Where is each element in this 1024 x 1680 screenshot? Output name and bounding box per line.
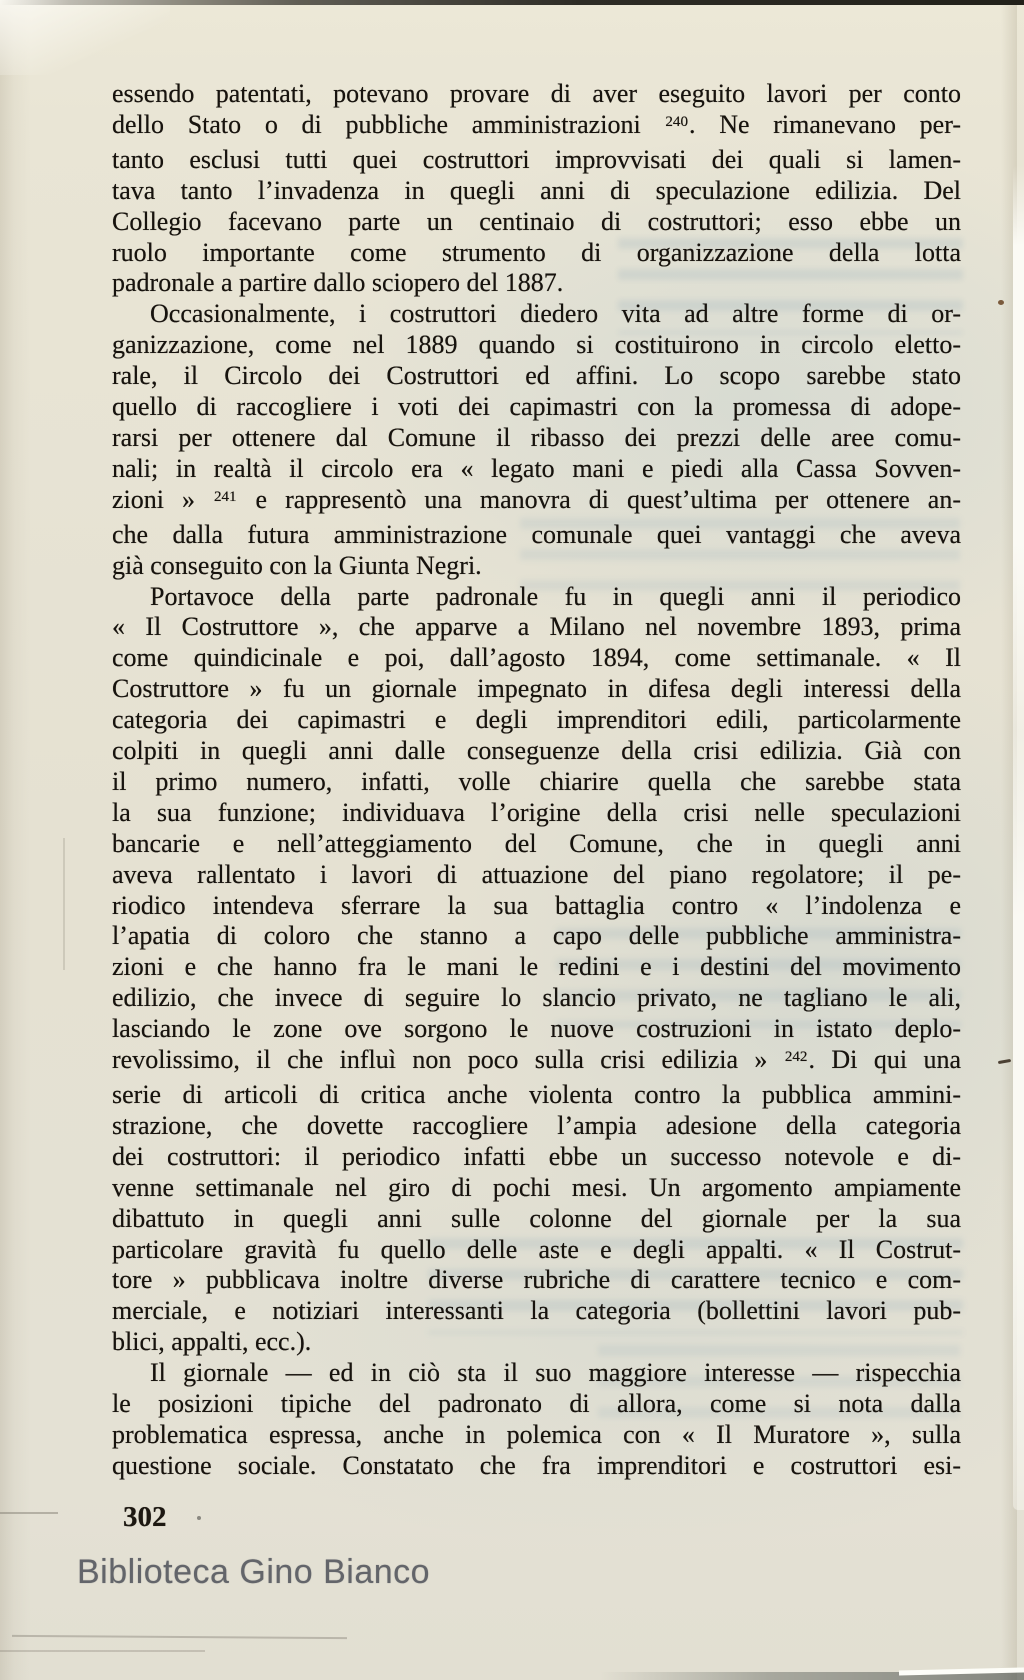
text-line: le posizioni tipiche del padronato di allora, come si nota dalla: [112, 1389, 961, 1419]
text-line: strazione, che dovette raccogliere l’ampia adesione della categoria: [112, 1110, 961, 1140]
footnote-marker: 240: [665, 113, 688, 130]
text-line: come quindicinale e poi, dall’agosto 1894, come settimanale. « Il: [112, 643, 961, 673]
text-line: già conseguito con la Giunta Negri.: [112, 550, 482, 580]
text-line: che dalla futura amministrazione comunale quei vantaggi che aveva: [112, 519, 961, 549]
text-line: tore » pubblicava inoltre diverse rubriche di carattere tecnico e com-: [112, 1265, 961, 1295]
text-line: bancarie e nell’atteggiamento del Comune, che in quegli anni: [112, 828, 961, 858]
text-line: tava tanto l’invadenza in quegli anni di speculazione edilizia. Del: [112, 175, 961, 205]
library-watermark: Biblioteca Gino Bianco: [77, 1553, 431, 1591]
paper-scratch: [0, 1650, 205, 1652]
text-line: dello Stato o di pubbliche amministrazioni $^{240}$. Ne rimanevano per-: [112, 109, 961, 139]
paper-speck: [998, 300, 1004, 305]
scan-right-edge-strip: [1013, 165, 1024, 1510]
text-line: ganizzazione, come nel 1889 quando si costituirono in circolo eletto-: [112, 330, 961, 360]
text-line: « Il Costruttore », che apparve a Milano nel novembre 1893, prima: [112, 612, 961, 642]
text-line: essendo patentati, potevano provare di aver eseguito lavori per conto: [112, 79, 961, 108]
text-line: problematica espressa, anche in polemica con « Il Muratore », sulla: [112, 1419, 961, 1449]
text-line: padronale a partire dallo sciopero del 1887.: [112, 268, 564, 298]
paper-scratch: [12, 1635, 347, 1639]
text-line: Collegio facevano parte un centinaio di costruttori; esso ebbe un: [112, 206, 961, 236]
footnote-marker: 242: [784, 1048, 808, 1065]
text-line: tanto esclusi tutti quei costruttori improvvisati dei quali si lamen-: [112, 144, 961, 174]
text-line: dibattuto in quegli anni sulle colonne del giornale per la sua: [112, 1203, 961, 1233]
text-line: Portavoce della parte padronale fu in quegli anni il periodico: [150, 581, 961, 611]
text-line: revolissimo, il che influì non poco sulla crisi edilizia » $^{242}$. Di qui una: [112, 1045, 962, 1075]
text-line: lasciando le zone ove sorgono le nuove costruzioni in istato deplo-: [112, 1014, 961, 1044]
text-line: edilizio, che invece di seguire lo slancio privato, ne tagliano le ali,: [112, 983, 961, 1013]
paper-scratch: [0, 1512, 58, 1514]
text-line: serie di articoli di critica anche violenta contro la pubblica ammini-: [112, 1080, 961, 1109]
text-line: riodico intendeva sferrare la sua battaglia contro « l’indolenza e: [112, 890, 961, 920]
text-line: ruolo importante come strumento di organizzazione della lotta: [112, 237, 961, 267]
text-line: rarsi per ottenere dal Comune il ribasso dei prezzi delle aree comu-: [112, 422, 961, 452]
text-line: la sua funzione; individuava l’origine della crisi nelle speculazioni: [112, 797, 961, 827]
footnote-marker: 241: [213, 488, 237, 505]
paper-speck: [197, 1516, 201, 1520]
text-line: aveva rallentato i lavori di attuazione del piano regolatore; il pe-: [112, 859, 961, 889]
text-line: nali; in realtà il circolo era « legato mani e piedi alla Cassa Sovven-: [112, 453, 961, 483]
text-line: rale, il Circolo dei Costruttori ed affini. Lo scopo sarebbe stato: [112, 361, 961, 391]
page-number: 302: [123, 1501, 167, 1533]
text-line: il primo numero, infatti, volle chiarire quella che sarebbe stata: [112, 766, 961, 796]
text-line: zioni » $^{241}$ e rappresentò una manovra di quest’ultima per ottenere an-: [112, 484, 962, 514]
text-line: particolare gravità fu quello delle aste e degli appalti. « Il Costrut-: [112, 1234, 961, 1264]
text-line: quello di raccogliere i voti dei capimastri con la promessa di adope-: [112, 392, 961, 422]
body-text: [112, 79, 961, 1482]
text-line: dei costruttori: il periodico infatti ebbe un successo notevole e di-: [112, 1141, 961, 1171]
scan-corner-highlight: [0, 0, 170, 75]
text-line: categoria dei capimastri e degli imprenditori edili, particolarmente: [112, 705, 961, 735]
text-line: Occasionalmente, i costruttori diedero vita ad altre forme di or-: [150, 299, 961, 329]
text-line: venne settimanale nel giro di pochi mesi. Un argomento ampiamente: [112, 1172, 961, 1202]
text-line: questione sociale. Constatato che fra imprenditori e costruttori esi-: [112, 1450, 961, 1480]
scan-top-edge: [0, 0, 1024, 5]
paper-crease: [63, 838, 65, 970]
text-line: Il giornale — ed in ciò sta il suo maggiore interesse — rispecchia: [150, 1358, 961, 1388]
text-line: blici, appalti, ecc.).: [112, 1327, 312, 1357]
text-line: zioni e che hanno fra le mani le redini e i destini del movimento: [112, 952, 961, 982]
text-line: Costruttore » fu un giornale impegnato in difesa degli interessi della: [112, 674, 961, 704]
text-line: merciale, e notiziari interessanti la categoria (bollettini lavori pub-: [112, 1296, 961, 1326]
text-line: l’apatia di coloro che stanno a capo delle pubbliche amministra-: [112, 921, 961, 951]
text-line: colpiti in quegli anni dalle conseguenze della crisi edilizia. Già con: [112, 736, 961, 766]
